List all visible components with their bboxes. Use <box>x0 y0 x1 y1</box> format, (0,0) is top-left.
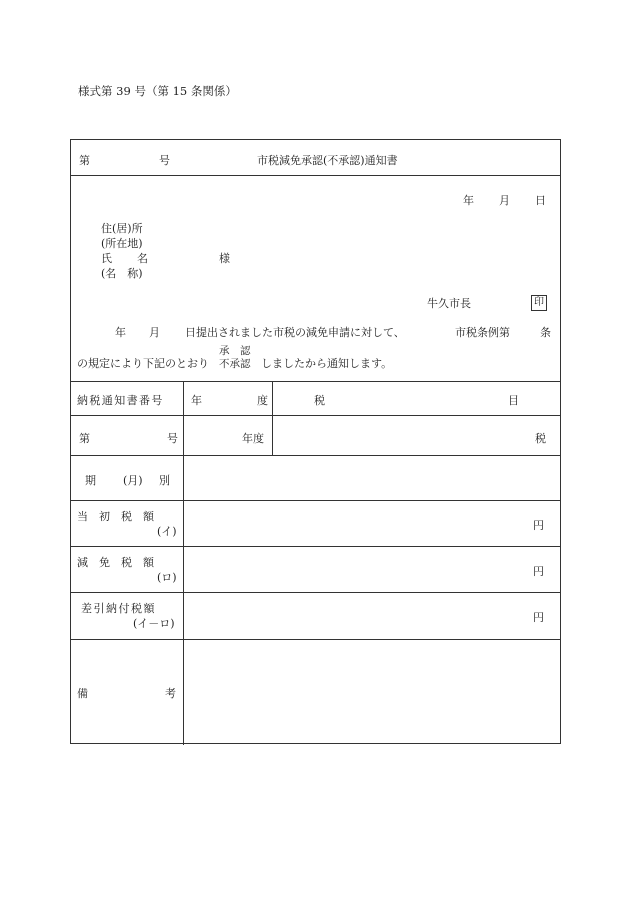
initial-tax-sub: (イ) <box>157 525 177 538</box>
period-label-c: 別 <box>159 474 170 487</box>
exempt-tax-label: 減 免 税 額 <box>77 556 154 569</box>
divider <box>71 455 560 456</box>
address-label: 住(居)所 <box>101 222 143 235</box>
date-day: 日 <box>535 194 546 207</box>
approve-reject-choice <box>219 345 251 371</box>
date-year: 年 <box>463 194 474 207</box>
remarks-label-a: 備 <box>77 687 88 700</box>
tax-item-label-b: 目 <box>508 394 519 407</box>
form-id: 様式第 39 号（第 15 条関係） <box>78 84 237 98</box>
body-text-3: しましたから通知します。 <box>261 357 393 370</box>
divider <box>71 592 560 593</box>
body-text-2: の規定により下記のとおり <box>77 357 209 370</box>
fiscal-year-label-a: 年 <box>191 394 202 407</box>
notice-no-suffix: 号 <box>159 154 170 167</box>
period-label-a: 期 <box>85 474 96 487</box>
initial-tax-label: 当 初 税 額 <box>77 510 154 523</box>
yen-unit: 円 <box>533 611 544 624</box>
article-label: 条 <box>540 326 551 339</box>
exempt-tax-sub: (ロ) <box>157 571 177 584</box>
body-text-1: 日提出されました市税の減免申請に対して、 <box>185 326 405 339</box>
seal-stamp: 印 <box>531 295 547 311</box>
body-year: 年 <box>115 326 126 339</box>
notice-form <box>70 139 561 744</box>
column-divider <box>272 381 273 455</box>
corp-name-label: (名 称) <box>101 267 143 280</box>
divider <box>71 175 560 176</box>
divider <box>71 546 560 547</box>
number-prefix: 第 <box>79 432 90 445</box>
issuer-title: 牛久市長 <box>427 297 471 310</box>
column-divider <box>183 381 184 745</box>
divider <box>71 639 560 640</box>
divider <box>71 500 560 501</box>
body-month: 月 <box>149 326 160 339</box>
notice-number-label: 納税通知書番号 <box>77 394 164 407</box>
period-label-b: (月) <box>123 474 143 487</box>
number-suffix: 号 <box>167 432 178 445</box>
fiscal-year-label-b: 度 <box>257 394 268 407</box>
name-label-b: 名 <box>137 252 148 265</box>
divider <box>71 415 560 416</box>
remarks-label-b: 考 <box>165 687 176 700</box>
location-label: (所在地) <box>101 237 143 250</box>
tax-value: 税 <box>535 432 546 445</box>
net-tax-sub: (イ－ロ) <box>133 617 175 630</box>
honorific: 様 <box>219 252 230 265</box>
approve-option: 承 認 <box>219 345 251 357</box>
notice-no-prefix: 第 <box>79 154 90 167</box>
fiscal-year-value: 年度 <box>242 432 264 445</box>
date-month: 月 <box>499 194 510 207</box>
yen-unit: 円 <box>533 519 544 532</box>
yen-unit: 円 <box>533 565 544 578</box>
name-label-a: 氏 <box>101 252 112 265</box>
reject-option: 不承認 <box>219 358 251 370</box>
tax-item-label-a: 税 <box>314 394 325 407</box>
net-tax-label: 差引納付税額 <box>81 602 156 615</box>
document-title: 市税減免承認(不承認)通知書 <box>257 154 398 167</box>
divider <box>71 381 560 382</box>
ordinance-label: 市税条例第 <box>455 326 510 339</box>
